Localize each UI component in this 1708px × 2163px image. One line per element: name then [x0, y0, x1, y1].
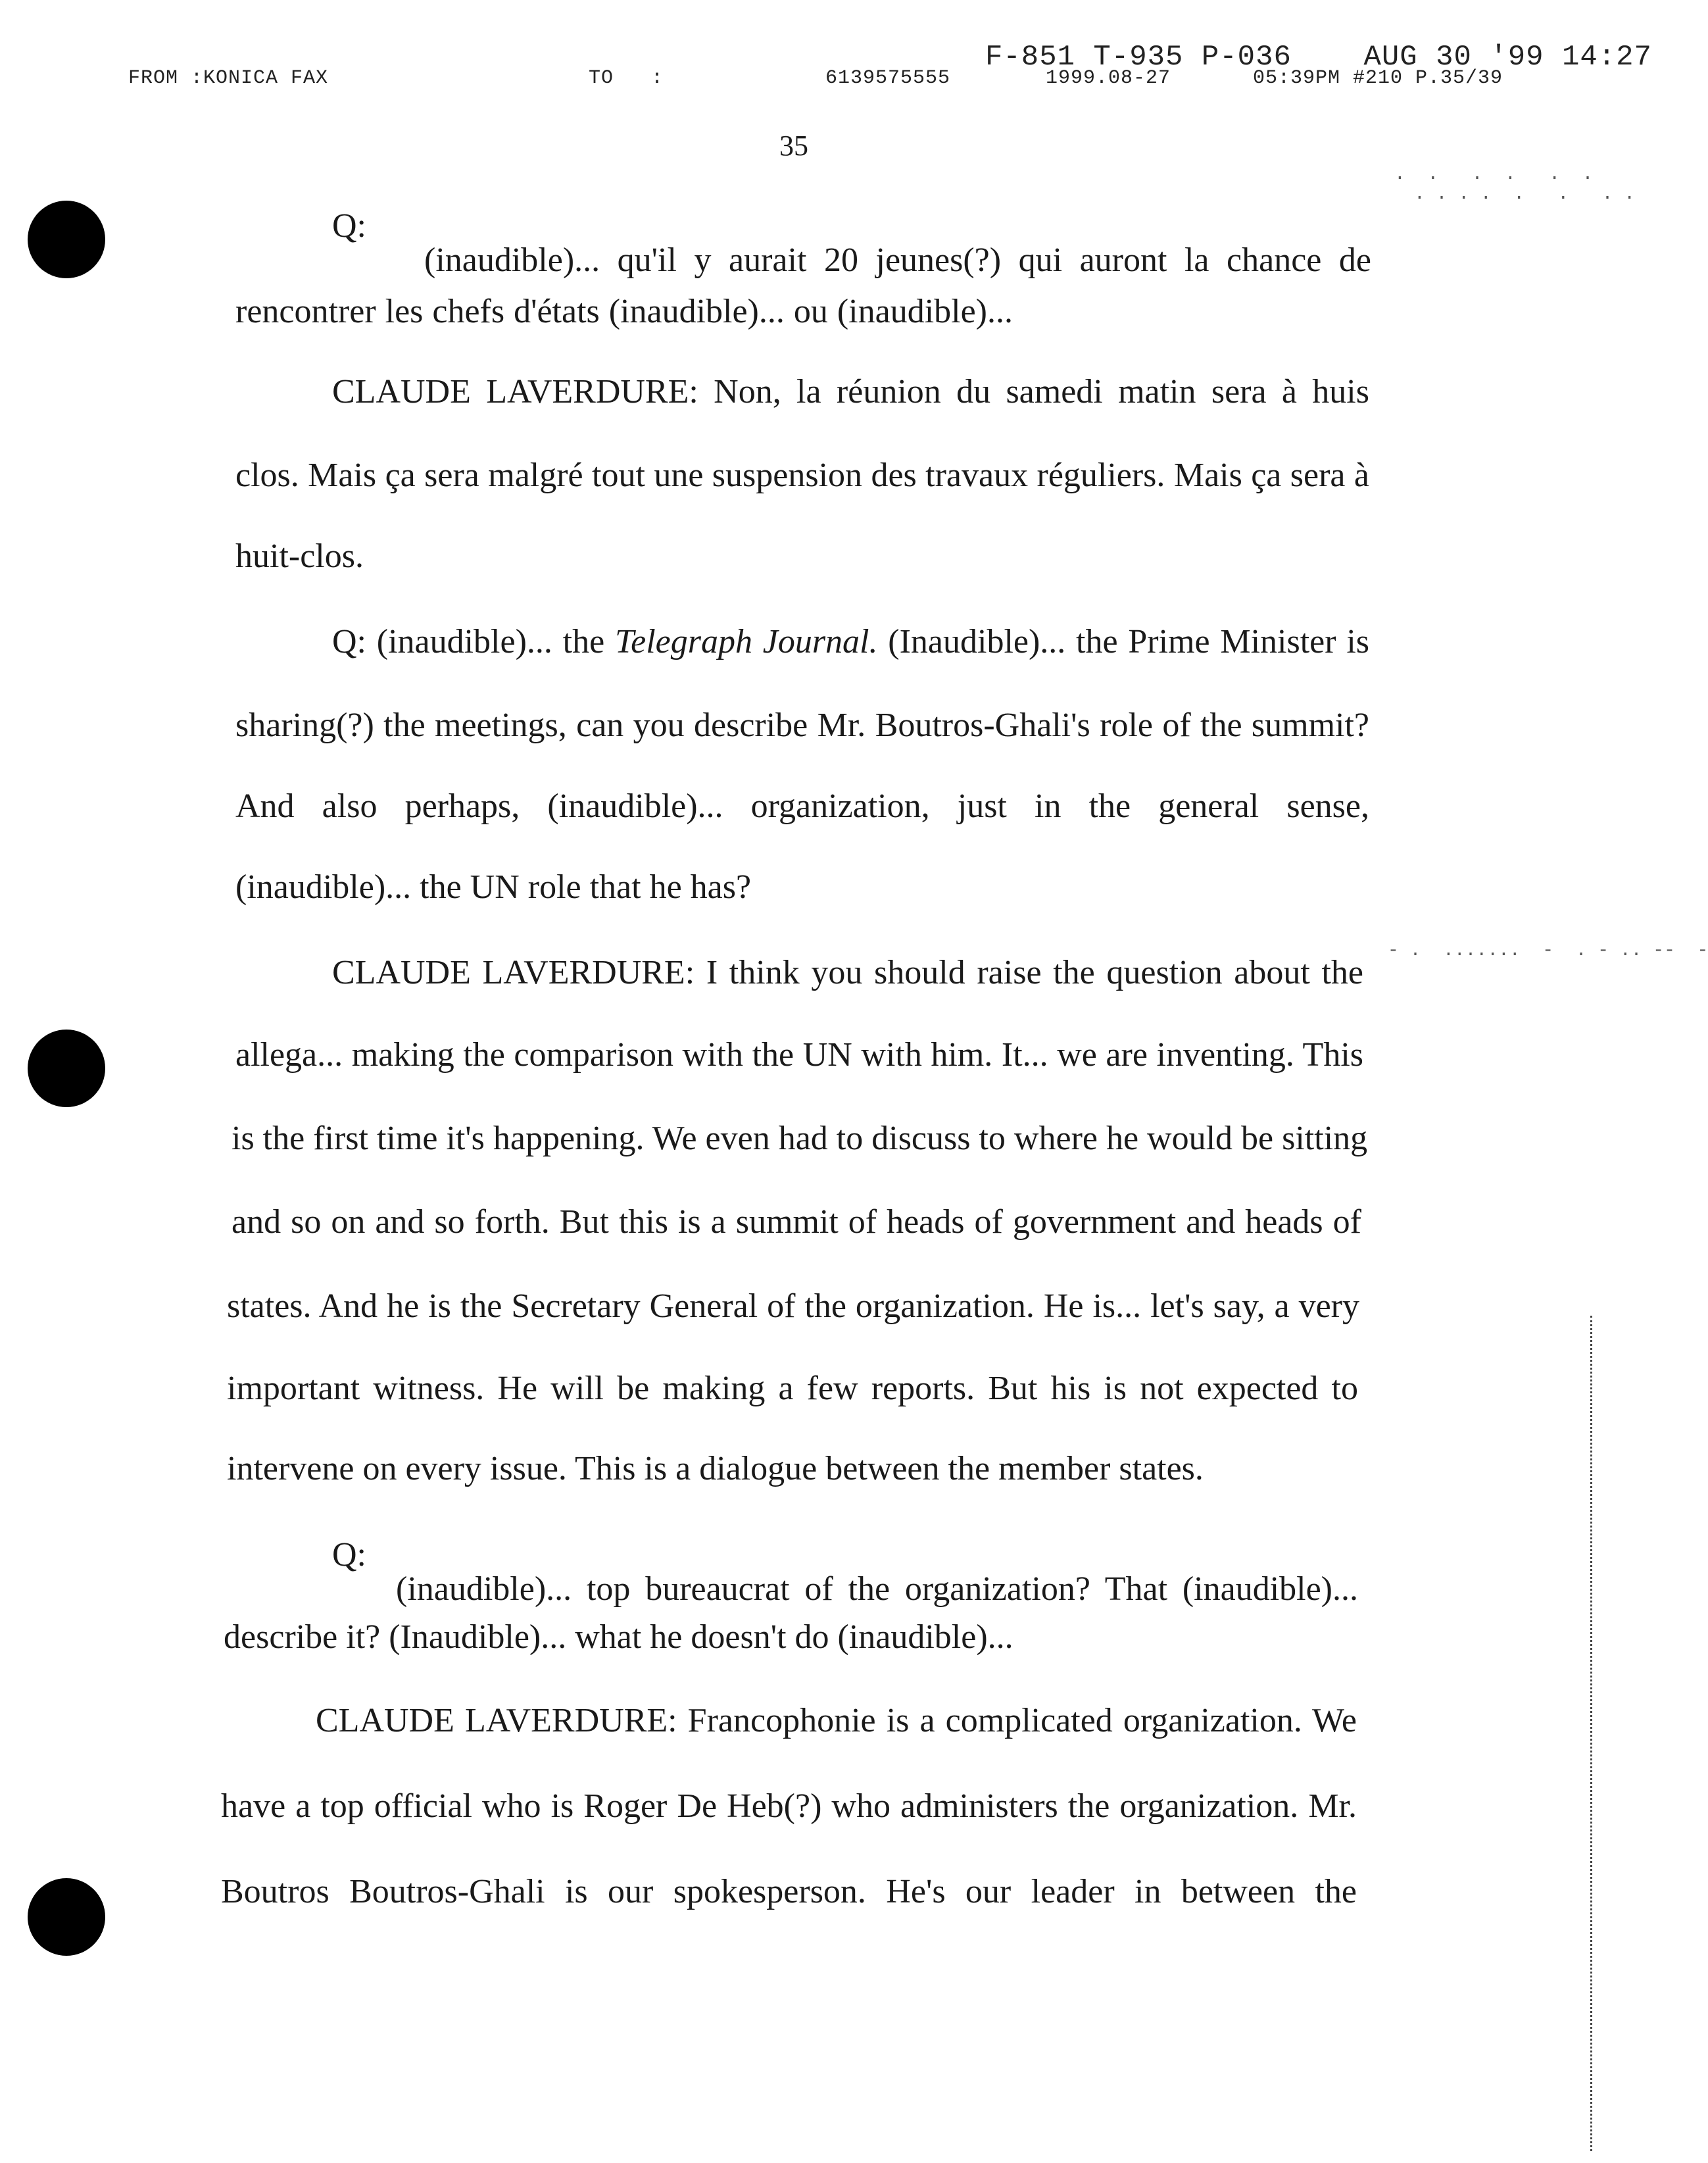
- transcript-line: And also perhaps, (inaudible)... organization, just in the general sense,: [235, 787, 1369, 825]
- punch-hole: [28, 201, 105, 278]
- fax-date: 1999.08-27: [1046, 67, 1171, 89]
- punch-hole: [28, 1878, 105, 1956]
- transcript-line: allega... making the comparison with the UN with him. It... we are inventing. This: [235, 1036, 1363, 1074]
- scan-noise: - . ....... - . - .. -- -: [1388, 941, 1708, 961]
- speaker-label: Q:: [332, 207, 366, 245]
- transcript-line: have a top official who is Roger De Heb(?) who administers the organization. Mr.: [221, 1787, 1357, 1825]
- scan-edge-mark: [1590, 1316, 1592, 2151]
- publication-title: Telegraph Journal.: [614, 623, 878, 660]
- transcript-line: Boutros Boutros-Ghali is our spokesperson. He's our leader in between the: [221, 1873, 1357, 1910]
- transcript-line: is the first time it's happening. We even had to discuss to where he would be sitting: [232, 1120, 1368, 1157]
- fax-transmission-header: F-851 T-935 P-036 AUG 30 '99 14:27: [985, 41, 1652, 74]
- transcript-line: and so on and so forth. But this is a summit of heads of government and heads of: [232, 1203, 1361, 1241]
- transcript-line: important witness. He will be making a few reports. But his is not expected to: [227, 1370, 1358, 1407]
- fax-from-field: FROM :KONICA FAX: [128, 67, 329, 89]
- transcript-line: CLAUDE LAVERDURE: I think you should raise the question about the: [332, 954, 1363, 991]
- transcript-line: sharing(?) the meetings, can you describe Mr. Boutros-Ghali's role of the summit?: [235, 707, 1369, 744]
- fax-to-field: TO :: [589, 67, 664, 89]
- transcript-line: Q: (inaudible)... top bureaucrat of the organization? That (inaudible)...: [332, 1536, 1358, 1608]
- transcript-line: rencontrer les chefs d'états (inaudible)... ou (inaudible)...: [235, 293, 1013, 330]
- transcript-line: CLAUDE LAVERDURE: Non, la réunion du samedi matin sera à huis: [332, 373, 1369, 410]
- transcript-line: intervene on every issue. This is a dialogue between the member states.: [227, 1450, 1204, 1487]
- speaker-label: Q:: [332, 1536, 366, 1574]
- transcript-line: huit-clos.: [235, 537, 364, 575]
- transcript-line: CLAUDE LAVERDURE: Francophonie is a complicated organization. We: [316, 1702, 1357, 1739]
- transcript-line: states. And he is the Secretary General of the organization. He is... let's say, a very: [227, 1287, 1359, 1325]
- transcript-line: describe it? (Inaudible)... what he doesn't do (inaudible)...: [224, 1618, 1013, 1656]
- scan-noise: . . . . . . . .: [1414, 184, 1636, 205]
- transcript-line: clos. Mais ça sera malgré tout une suspension des travaux réguliers. Mais ça sera à: [235, 457, 1369, 494]
- fax-time-page: 05:39PM #210 P.35/39: [1253, 67, 1503, 89]
- transcript-line: (inaudible)... the UN role that he has?: [235, 868, 752, 906]
- fax-number: 6139575555: [825, 67, 951, 89]
- scan-noise: . . . . . .: [1394, 164, 1594, 185]
- transcript-line: Q: (inaudible)... the Telegraph Journal. (Inaudible)... the Prime Minister is: [332, 623, 1369, 660]
- punch-hole: [28, 1030, 105, 1107]
- transcript-line: Q: (inaudible)... qu'il y aurait 20 jeunes(?) qui auront la chance de: [332, 207, 1371, 279]
- page-number: 35: [779, 130, 808, 162]
